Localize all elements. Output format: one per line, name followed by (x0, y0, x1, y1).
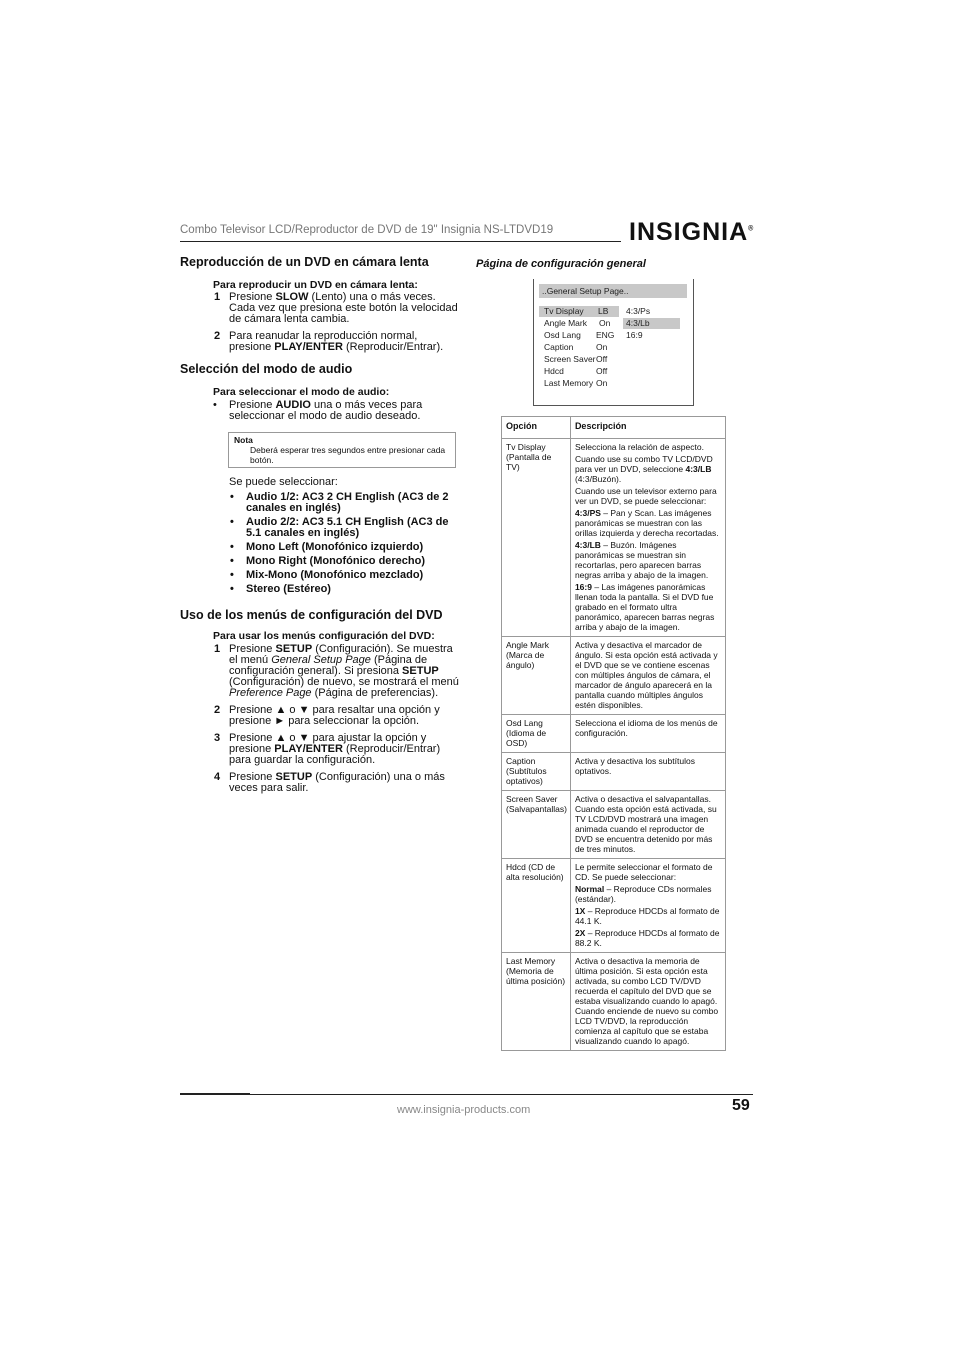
osd-row: Last Memory On (544, 378, 608, 388)
column-header: Descripción (570, 417, 725, 439)
option-cell: Caption (Subtítulos optativos) (502, 753, 571, 791)
insignia-logo: INSIGNIA® (629, 218, 755, 246)
audio-option: • Mono Right (Monofónico derecho) (230, 555, 426, 567)
procedure-title: Para usar los menús configuración del DVD: (213, 630, 435, 642)
option-cell: Hdcd (CD de alta resolución) (502, 859, 571, 953)
step-item: 2 Presione ▲ o ▼ para resaltar una opción y presione ► para seleccionar la opción. (214, 704, 440, 727)
osd-row: Tv Display LB (539, 306, 619, 317)
procedure-title: Para seleccionar el modo de audio: (213, 386, 390, 398)
figure-caption: Página de configuración general (476, 258, 646, 270)
option-cell: Osd Lang (Idioma de OSD) (502, 715, 571, 753)
description-cell: Activa y desactiva el marcador de ángulo. Si esta opción está activada y el DVD que se ve contiene escenas con múltiples ángulos de cámara, el marcador de ángulo aparecerá en la pantalla cuando múltiples ángulos estén disponibles. (570, 637, 725, 715)
column-header: Opción (502, 417, 571, 439)
table-row (502, 791, 726, 859)
audio-option: • Stereo (Estéreo) (230, 583, 331, 595)
header-rule (180, 241, 621, 242)
osd-row: Screen Saver Off (544, 354, 608, 364)
note-text: Deberá esperar tres segundos entre presionar cada botón. (250, 445, 446, 465)
osd-menu-screenshot (533, 279, 694, 406)
footer-url: www.insignia-products.com (397, 1104, 531, 1116)
osd-row: Osd Lang ENG (544, 330, 615, 340)
audio-option: • Mix-Mono (Monofónico mezclado) (230, 569, 424, 581)
table-row (502, 753, 726, 791)
description-cell: Activa o desactiva la memoria de última posición. Si esta opción esta activada, su combo LCD TV/DVD recuerda el capítulo del DVD que se estaba visualizando cuando lo apagó. Cuando enciende de nuevo su combo LCD TV/DVD, la reproducción comienza al capítulo que se estaba visualizando cuando lo apagó. (570, 953, 725, 1051)
option-cell: Last Memory (Memoria de última posición) (502, 953, 571, 1051)
step-item: 3 Presione ▲ o ▼ para ajustar la opción y presione PLAY/ENTER (Reproducir/Entrar) para guardar la configuración. (214, 732, 441, 766)
description-cell: Selecciona el idioma de los menús de configuración. (570, 715, 725, 753)
left-column (180, 256, 460, 794)
table-header-row (502, 417, 726, 439)
section-heading-slow-motion: Reproducción de un DVD en cámara lenta (180, 255, 429, 269)
bullet-item: • Presione AUDIO una o más veces para seleccionar el modo de audio deseado. (213, 399, 423, 422)
table-row (502, 439, 726, 637)
osd-option: 4:3/Ps (626, 306, 651, 316)
running-header: Combo Televisor LCD/Reproductor de DVD de 19" Insignia NS-LTDVD19 (180, 224, 554, 236)
procedure-title: Para reproducir un DVD en cámara lenta: (213, 279, 418, 291)
audio-option: • Audio 1/2: AC3 2 CH English (AC3 de 2 canales en inglés) (230, 491, 449, 514)
osd-option: 4:3/Lb (623, 318, 680, 329)
osd-option: 16:9 (626, 330, 643, 340)
note-label: Nota (234, 435, 253, 445)
options-table (501, 416, 726, 1051)
osd-title: ..General Setup Page.. (539, 284, 687, 298)
table-row (502, 637, 726, 715)
page-number: 59 (732, 1097, 750, 1114)
option-cell: Angle Mark (Marca de ángulo) (502, 637, 571, 715)
steps-list (180, 644, 460, 794)
table-row (502, 859, 726, 953)
description-cell: Activa o desactiva el salvapantallas. Cuando esta opción está activada, su TV LCD/DVD mostrará una imagen animada cuando el reproductor de DVD se encuentra detenido por más de tres minutos. (570, 791, 725, 859)
option-cell: Screen Saver (Salvapantallas) (502, 791, 571, 859)
option-cell: Tv Display (Pantalla de TV) (502, 439, 571, 637)
step-item: 2 Para reanudar la reproducción normal, presione PLAY/ENTER (Reproducir/Entrar). (214, 330, 444, 353)
audio-option: • Audio 2/2: AC3 5.1 CH English (AC3 de 5.1 canales en inglés) (230, 516, 449, 539)
table-row (502, 715, 726, 753)
section-heading-setup-menus: Uso de los menús de configuración del DVD (180, 608, 443, 622)
note-box (228, 432, 456, 468)
step-item: 4 Presione SETUP (Configuración) una o más veces para salir. (214, 771, 445, 794)
step-item: 1 Presione SLOW (Lento) una o más veces. Cada vez que presiona este botón la velocidad de cámara lenta cambia. (214, 291, 458, 325)
footer-rule (180, 1094, 753, 1095)
audio-options-list (180, 492, 460, 595)
osd-row: Angle Mark On (544, 318, 611, 328)
description-cell: Selecciona la relación de aspecto. Cuando use su combo TV LCD/DVD para ver un DVD, seleccione 4:3/LB (4:3/Buzón). Cuando use un televisor externo para ver un DVD, se puede seleccionar: 4:3/PS – Pan y Scan. Las imágenes panorámicas se muestran con las orillas izquierda y derecha recortadas. 4:3/LB – Buzón. Imágenes panorámicas se muestran sin recortarlas, pero aparecen barras negras arriba y abajo de la imagen. 16:9 – Las imágenes panorámicas llenan toda la pantalla. Si el DVD fue grabado en el formato ultra panorámico, aparecen barras negras arriba y abajo de la imagen. (570, 439, 725, 637)
audio-option: • Mono Left (Monofónico izquierdo) (230, 541, 424, 553)
step-item: 1 Presione SETUP (Configuración). Se muestra el menú General Setup Page (Página de configuración general). Si presiona SETUP (Configuración) de nuevo, se mostrará el menú Preference Page (Página de preferencias). (214, 643, 459, 699)
description-cell: Le permite seleccionar el formato de CD. Se puede seleccionar: Normal – Reproduce CDs normales (estándar). 1X – Reproduce HDCDs al formato de 44.1 K. 2X – Reproduce HDCDs al formato de 88.2 K. (570, 859, 725, 953)
section-heading-audio-mode: Selección del modo de audio (180, 362, 353, 376)
select-intro: Se puede seleccionar: (229, 476, 338, 488)
table-row (502, 953, 726, 1051)
description-cell: Activa y desactiva los subtítulos optativos. (570, 753, 725, 791)
steps-list (180, 292, 460, 353)
osd-row: Hdcd Off (544, 366, 608, 376)
osd-row: Caption On (544, 342, 608, 352)
